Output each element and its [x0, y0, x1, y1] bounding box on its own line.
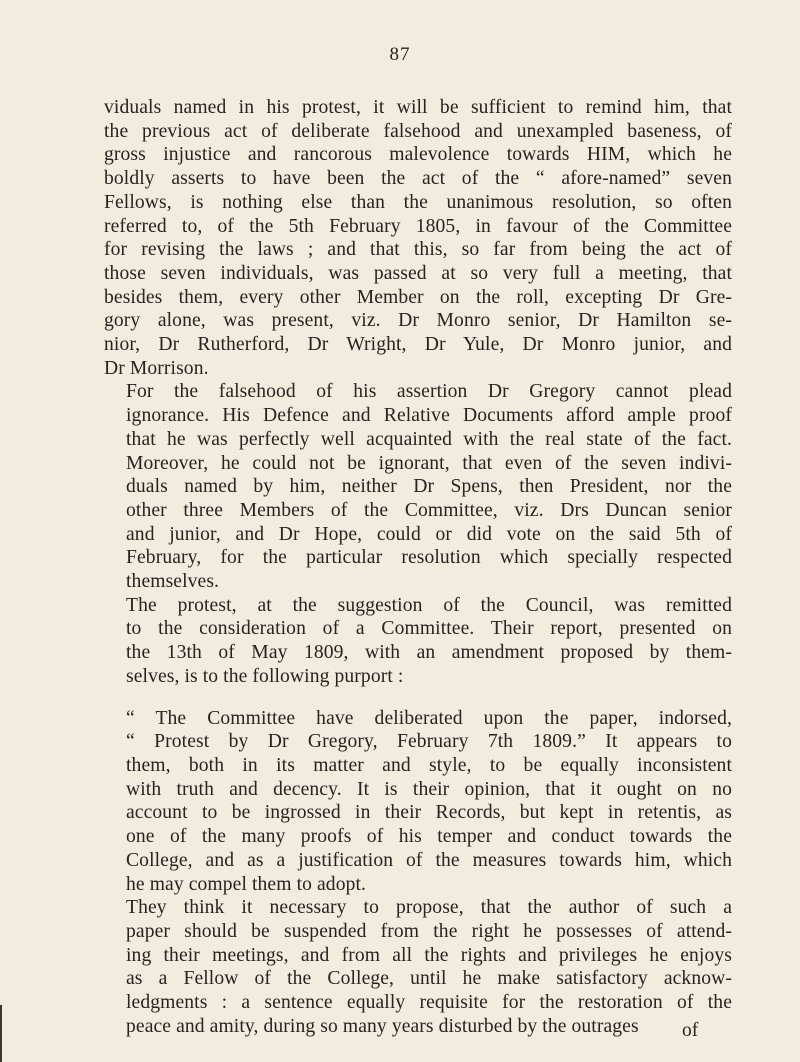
text-line: The protest, at the suggestion of the Council, was remitted	[126, 594, 732, 616]
paragraph	[104, 594, 732, 689]
paragraph	[104, 96, 732, 380]
text-line: paper should be suspended from the right he possesses of attend-	[126, 920, 732, 942]
text-line: “ Protest by Dr Gregory, February 7th 1809.” It appears to	[126, 731, 732, 753]
text-line: other three Members of the Committee, viz. Drs Duncan senior	[126, 499, 732, 521]
text-line: February, for the particular resolution which specially respected	[126, 547, 732, 569]
text-line: boldly asserts to have been the act of the “ afore-named” seven	[104, 168, 732, 190]
text-line: account to be ingrossed in their Records, but kept in retentis, as	[126, 802, 732, 824]
text-line: ignorance. His Defence and Relative Documents afford ample proof	[126, 405, 732, 427]
text-line: to the consideration of a Committee. Their report, presented on	[126, 618, 732, 640]
text-line: ledgments : a sentence equally requisite for the restoration of the	[126, 992, 732, 1014]
page-edge-mark	[0, 1005, 2, 1062]
quoted-paragraph	[104, 707, 732, 897]
text-line: besides them, every other Member on the roll, excepting Dr Gre-	[104, 286, 732, 308]
text-line: those seven individuals, was passed at so very full a meeting, that	[104, 262, 732, 284]
text-line: themselves.	[126, 571, 220, 593]
body-text	[104, 96, 732, 1038]
text-line: selves, is to the following purport :	[126, 665, 404, 687]
text-line: referred to, of the 5th February 1805, in favour of the Committee	[104, 215, 732, 237]
catchword: of	[682, 1020, 699, 1041]
text-line: viduals named in his protest, it will be sufficient to remind him, that	[104, 97, 732, 118]
paragraph	[104, 380, 732, 593]
paragraph	[104, 896, 732, 1038]
text-line: Fellows, is nothing else than the unanimous resolution, so often	[104, 191, 732, 213]
text-line: For the falsehood of his assertion Dr Gregory cannot plead	[126, 381, 732, 403]
text-line: as a Fellow of the College, until he make satisfactory acknow-	[126, 968, 732, 990]
text-line: that he was perfectly well acquainted with the real state of the fact.	[126, 428, 732, 450]
text-line: ing their meetings, and from all the rights and privileges he enjoys	[126, 944, 732, 966]
text-line: he may compel them to adopt.	[126, 873, 367, 895]
page-number: 87	[389, 44, 411, 65]
text-line: duals named by him, neither Dr Spens, then President, nor the	[126, 476, 732, 498]
text-line: for revising the laws ; and that this, so far from being the act of	[104, 239, 732, 261]
text-line: one of the many proofs of his temper and conduct towards the	[126, 826, 732, 848]
text-line: They think it necessary to propose, that the author of such a	[126, 897, 732, 919]
text-line: “ The Committee have deliberated upon the paper, indorsed,	[126, 707, 732, 729]
text-line: Moreover, he could not be ignorant, that even of the seven indivi-	[126, 452, 732, 474]
text-line: gross injustice and rancorous malevolence towards HIM, which he	[104, 144, 732, 166]
text-line: College, and as a justification of the measures towards him, which	[126, 849, 732, 871]
text-line: the 13th of May 1809, with an amendment proposed by them-	[126, 642, 732, 664]
text-line: them, both in its matter and style, to be equally inconsistent	[126, 754, 732, 776]
text-line: and junior, and Dr Hope, could or did vote on the said 5th of	[126, 523, 732, 545]
text-line: peace and amity, during so many years disturbed by the outrages	[126, 1015, 639, 1037]
text-line: gory alone, was present, viz. Dr Monro senior, Dr Hamilton se-	[104, 310, 732, 332]
text-line: nior, Dr Rutherford, Dr Wright, Dr Yule, Dr Monro junior, and	[104, 334, 732, 356]
text-line: the previous act of deliberate falsehood and unexampled baseness, of	[104, 120, 732, 142]
text-line: with truth and decency. It is their opinion, that it ought on no	[126, 778, 732, 800]
text-line: Dr Morrison.	[104, 357, 209, 379]
